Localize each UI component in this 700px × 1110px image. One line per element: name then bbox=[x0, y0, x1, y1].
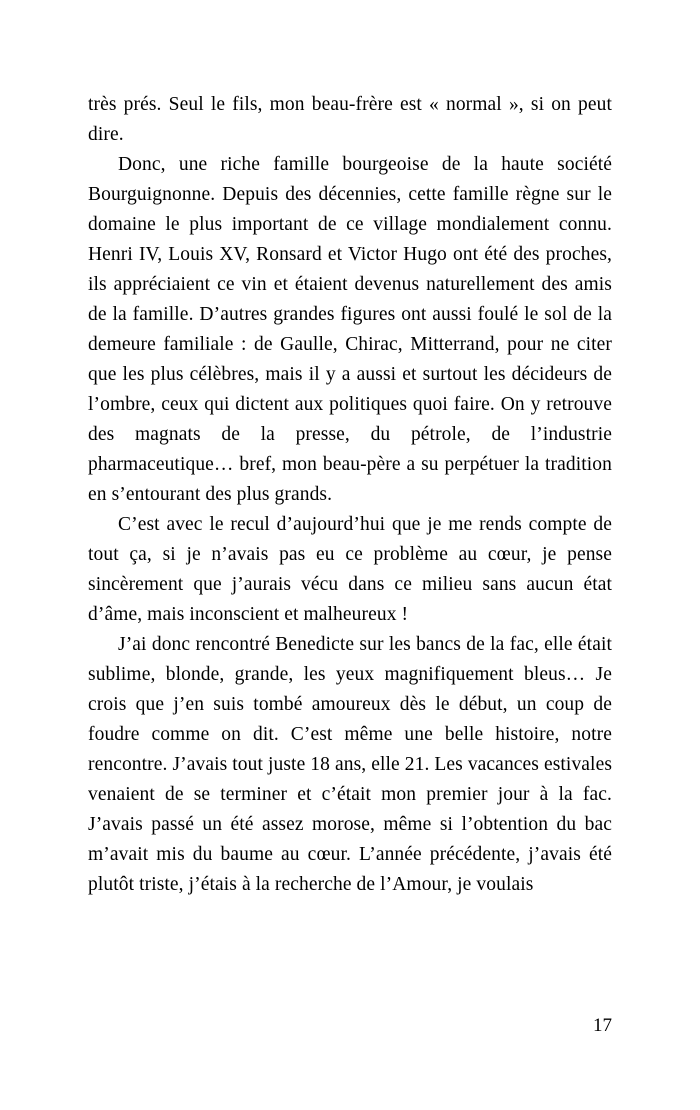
page-text bbox=[88, 90, 612, 900]
paragraph: C’est avec le recul d’aujourd’hui que je me rends compte de tout ça, si je n’avais pas eu ce problème au cœur, je pense sincèrement que j’aurais vécu dans ce milieu sans aucun état d’âme, mais inconscient et malheureux ! bbox=[88, 514, 612, 625]
page-number: 17 bbox=[593, 1015, 612, 1036]
paragraph: Donc, une riche famille bourgeoise de la haute société Bourguignonne. Depuis des décennies, cette famille règne sur le domaine le plus important de ce village mondialement connu. Henri IV, Louis XV, Ronsard et Victor Hugo ont été des proches, ils appréciaient ce vin et étaient devenus naturellement des amis de la famille. D’autres grandes figures ont aussi foulé le sol de la demeure familiale : de Gaulle, Chirac, Mitterrand, pour ne citer que les plus célèbres, mais il y a aussi et surtout les décideurs de l’ombre, ceux qui dictent aux politiques quoi faire. On y retrouve des magnats de la presse, du pétrole, de l’industrie pharmaceutique… bref, mon beau-père a su perpétuer la tradition en s’entourant des plus grands. bbox=[88, 154, 612, 505]
paragraph-continuation: très prés. Seul le fils, mon beau-frère est « normal », si on peut dire. bbox=[88, 94, 612, 145]
paragraph: J’ai donc rencontré Benedicte sur les bancs de la fac, elle était sublime, blonde, grande, les yeux magnifiquement bleus… Je crois que j’en suis tombé amoureux dès le début, un coup de foudre comme on dit. C’est même une belle histoire, notre rencontre. J’avais tout juste 18 ans, elle 21. Les vacances estivales venaient de se terminer et c’était mon premier jour à la fac. J’avais passé un été assez morose, même si l’obtention du bac m’avait mis du baume au cœur. L’année précédente, j’avais été plutôt triste, j’étais à la recherche de l’Amour, je voulais bbox=[88, 634, 613, 895]
